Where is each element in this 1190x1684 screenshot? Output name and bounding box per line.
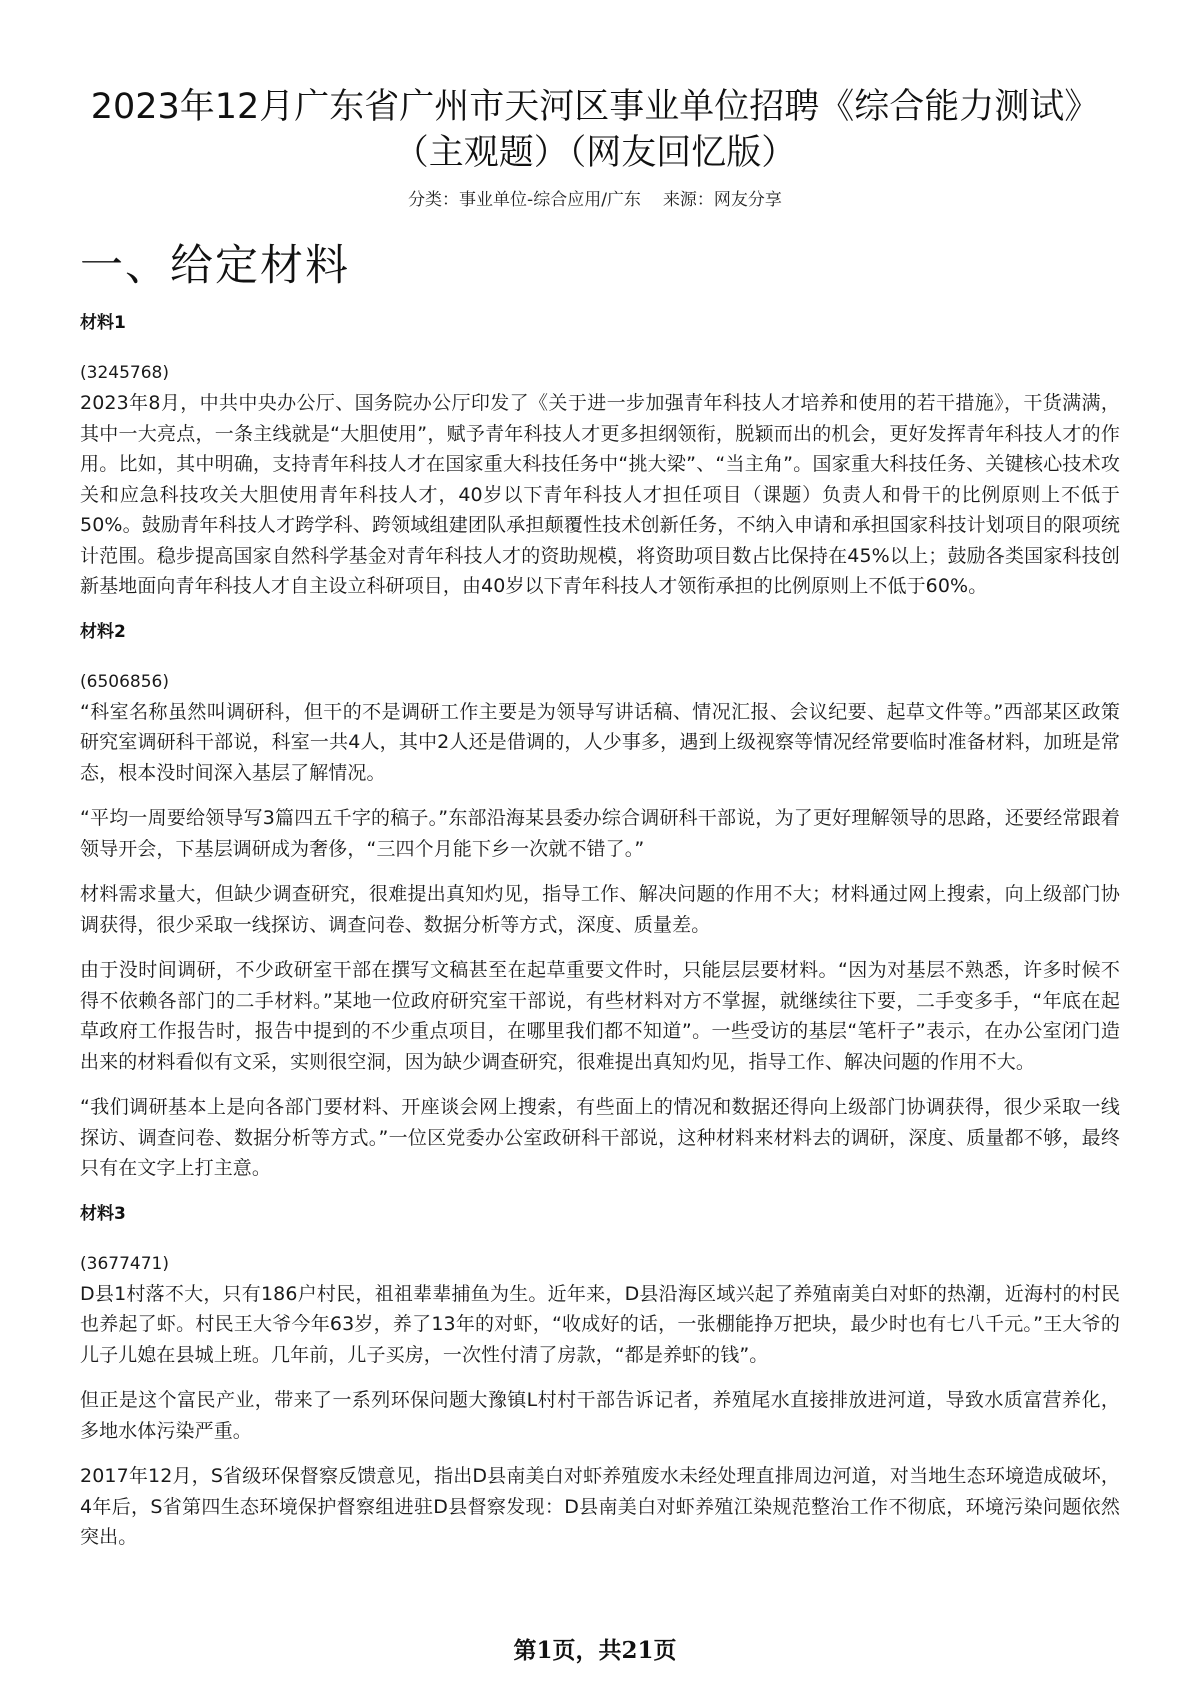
- material-paragraph: “科室名称虽然叫调研科，但干的不是调研工作主要是为领导写讲话稿、情况汇报、会议纪要、起草文件等。”西部某区政策研究室调研科干部说，科室一共4人，其中2人还是借调的，人少事多，遇到上级视察等情况经常要临时准备材料，加班是常态，根本没时间深入基层了解情况。: [80, 700, 1120, 784]
- section-heading: 一、给定材料: [80, 241, 350, 291]
- material-id: (6506856): [80, 671, 169, 692]
- material-block-2: [80, 617, 1120, 1184]
- material-paragraph: “我们调研基本上是向各部门要材料、开座谈会网上搜索，有些面上的情况和数据还得向上级部门协调获得，很少采取一线探访、调查问卷、数据分析等方式。”一位区党委办公室政研科干部说，这种材料来材料去的调研，深度、质量都不够，最终只有在文字上打主意。: [80, 1096, 1120, 1179]
- document-title-line-1: 2023年12月广东省广州市天河区事业单位招聘《综合能力测试》: [90, 87, 1100, 127]
- document-title-line-2: （主观题）（网友回忆版）: [393, 133, 797, 173]
- meta-source: 来源：网友分享: [662, 190, 782, 210]
- meta-category: 分类：事业单位-综合应用/广东: [408, 190, 641, 210]
- material-paragraph: 2017年12月，S省级环保督察反馈意见，指出D县南美白对虾养殖废水未经处理直排周边河道，对当地生态环境造成破坏，4年后，S省第四生态环境保护督察组进驻D县督察发现：D县南美白对虾养殖江染规范整治工作不彻底，环境污染问题依然突出。: [80, 1465, 1120, 1548]
- material-paragraph: 但正是这个富民产业，带来了一系列环保问题大豫镇L村村干部告诉记者，养殖尾水直接排放进河道，导致水质富营养化，多地水体污染严重。: [80, 1389, 1120, 1442]
- page-number-footer: 第1页，共21页: [513, 1637, 677, 1664]
- material-label: 材料2: [80, 621, 126, 642]
- material-id: (3245768): [80, 363, 169, 383]
- material-block-3: [80, 1199, 1120, 1553]
- materials-content: [80, 308, 1120, 1568]
- material-paragraph: 由于没时间调研，不少政研室干部在撰写文稿甚至在起草重要文件时，只能层层要材料。“因为对基层不熟悉，许多时候不得不依赖各部门的二手材料。”某地一位政府研究室干部说，有些材料对方不掌握，就继续往下要，二手变多手，“年底在起草政府工作报告时，报告中提到的不少重点项目，在哪里我们都不知道”。一些受访的基层“笔杆子”表示，在办公室闭门造出来的材料看似有文采，实则很空洞，因为缺少调查研究，很难提出真知灼见，指导工作、解决问题的作用不大。: [80, 959, 1120, 1073]
- material-paragraph: D县1村落不大，只有186户村民，祖祖辈辈捕鱼为生。近年来，D县沿海区域兴起了养殖南美白对虾的热潮，近海村的村民也养起了虾。村民王大爷今年63岁，养了13年的对虾，“收成好的话，一张棚能挣万把块，最少时也有七八千元。”王大爷的儿子儿媳在县城上班。几年前，儿子买房，一次性付清了房款，“都是养虾的钱”。: [80, 1282, 1120, 1366]
- material-id: (3677471): [80, 1253, 169, 1274]
- material-label: 材料1: [80, 313, 126, 333]
- material-paragraph: 材料需求量大，但缺少调查研究，很难提出真知灼见，指导工作、解决问题的作用不大；材料通过网上搜索，向上级部门协调获得，很少采取一线探访、调查问卷、数据分析等方式，深度、质量差。: [80, 883, 1120, 936]
- material-paragraph: 2023年8月，中共中央办公厅、国务院办公厅印发了《关于进一步加强青年科技人才培养和使用的若干措施》，干货满满，其中一大亮点，一条主线就是“大胆使用”，赋予青年科技人才更多担纲领衔，脱颖而出的机会，更好发挥青年科技人才的作用。比如，其中明确，支持青年科技人才在国家重大科技任务中“挑大梁”、“当主角”。国家重大科技任务、关键核心技术攻关和应急科技攻关大胆使用青年科技人才，40岁以下青年科技人才担任项目（课题）负责人和骨干的比例原则上不低于50%。鼓励青年科技人才跨学科、跨领域组建团队承担颠覆性技术创新任务，不纳入申请和承担国家科技计划项目的限项统计范围。稳步提高国家自然科学基金对青年科技人才的资助规模，将资助项目数占比保持在45%以上；鼓励各类国家科技创新基地面向青年科技人才自主设立科研项目，由40岁以下青年科技人才领衔承担的比例原则上不低于60%。: [80, 392, 1120, 597]
- material-paragraph: “平均一周要给领导写3篇四五千字的稿子。”东部沿海某县委办综合调研科干部说，为了更好理解领导的思路，还要经常跟着领导开会，下基层调研成为奢侈，“三四个月能下乡一次就不错了。”: [80, 807, 1120, 860]
- material-label: 材料3: [80, 1203, 126, 1224]
- material-block-1: [80, 308, 1120, 602]
- document-title: [60, 84, 1130, 176]
- document-meta: [60, 185, 1130, 210]
